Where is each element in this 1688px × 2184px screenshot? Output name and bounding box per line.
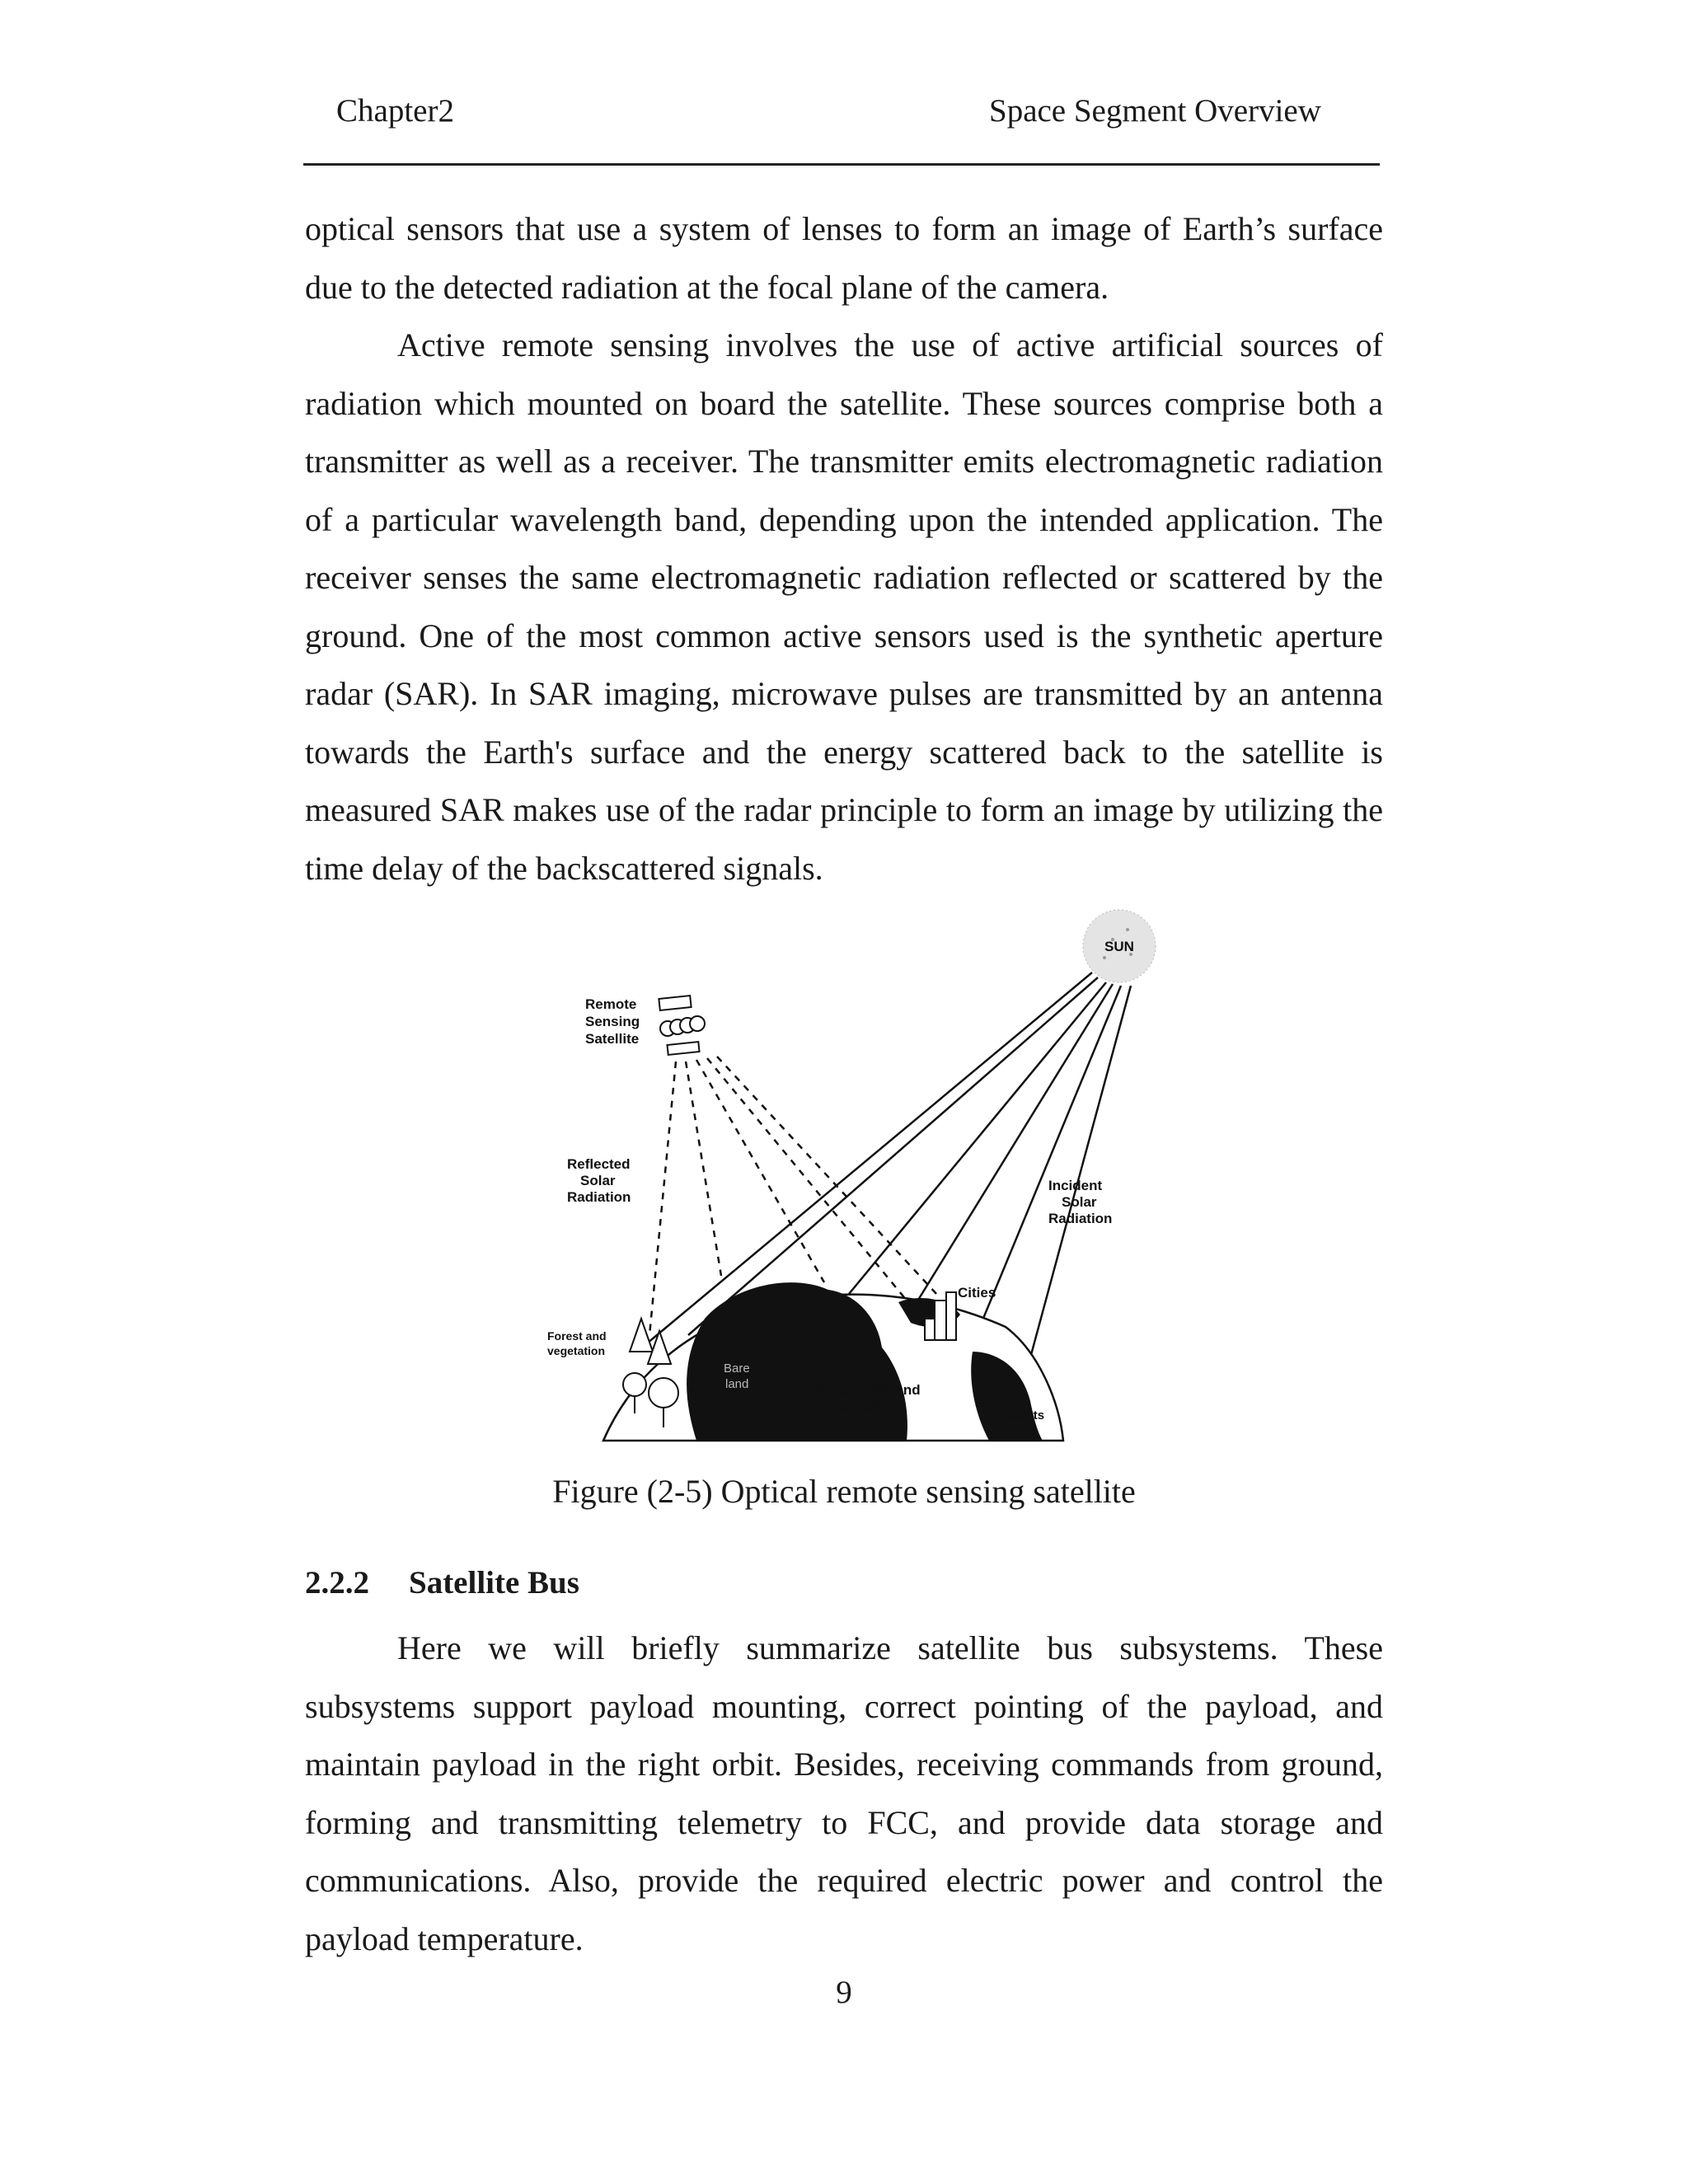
ocean-label-line2: water bodies xyxy=(816,1400,892,1414)
incident-label-line3: Radiation xyxy=(1048,1211,1113,1226)
incident-label-line1: Incident xyxy=(1048,1178,1103,1193)
satellite-icon xyxy=(659,996,705,1055)
satellite-label-line2: Sensing xyxy=(585,1014,640,1029)
page-number: 9 xyxy=(836,1975,852,2010)
ocean-label-line1: Ocean, Sea and xyxy=(816,1382,921,1398)
satellite-label-line1: Remote xyxy=(585,996,637,1012)
incident-label-line2: Solar xyxy=(1062,1194,1097,1210)
earth-icon xyxy=(603,1282,1063,1441)
cities-label: Cities xyxy=(958,1285,996,1301)
header-rule xyxy=(303,163,1380,166)
section-number: 2.2.2 xyxy=(305,1565,369,1601)
satellite-label-line3: Satellite xyxy=(585,1031,640,1047)
forest-label-line2: vegetation xyxy=(547,1344,606,1357)
reflected-label-line2: Solar xyxy=(580,1173,616,1188)
section-heading xyxy=(305,1564,579,1601)
header-chapter: Chapter2 xyxy=(336,93,454,129)
deserts-label: Deserts xyxy=(999,1408,1045,1422)
remote-sensing-figure xyxy=(544,907,1170,1442)
figure-caption: Figure (2-5) Optical remote sensing satellite xyxy=(552,1473,1136,1510)
paragraph-optical-sensors: optical sensors that use a system of lenses to form an image of Earth’s surface due to the detected radiation at the focal plane of the camera. xyxy=(305,210,1383,306)
sun-label: SUN xyxy=(1104,939,1134,954)
paragraph-active-remote-sensing: Active remote sensing involves the use of active artificial sources of radiation which mounted on board the satellite. These sources comprise both a transmitter as well as a receiver. The transmitter emits electromagnetic radiation of a particular wavelength band, depending upon the intended application. The receiver senses the same electromagnetic radiation reflected or scattered by the ground. One of the most common active sensors used is the synthetic aperture radar (SAR). In SAR imaging, microwave pulses are transmitted by an antenna towards the Earth's surface and the energy scattered back to the satellite is measured SAR makes use of the radar principle to form an image by utilizing the time delay of the backscattered signals. xyxy=(305,326,1383,887)
reflected-label-line3: Radiation xyxy=(567,1189,631,1205)
bare-land-label-line2: land xyxy=(725,1377,749,1391)
header-title: Space Segment Overview xyxy=(989,93,1321,129)
forest-label-line1: Forest and xyxy=(547,1329,607,1343)
bare-land-label-line1: Bare xyxy=(724,1361,750,1376)
paragraph-satellite-bus: Here we will briefly summarize satellite bus subsystems. These subsystems support payload mounting, correct pointing of the payload, and maintain payload in the right orbit. Besides, receiving commands from ground, forming and transmitting telemetry to FCC, and provide data storage and communications. Also, provide the required electric power and control the payload temperature. xyxy=(305,1629,1383,1957)
section-title: Satellite Bus xyxy=(409,1565,579,1601)
reflected-label-line1: Reflected xyxy=(567,1156,631,1172)
